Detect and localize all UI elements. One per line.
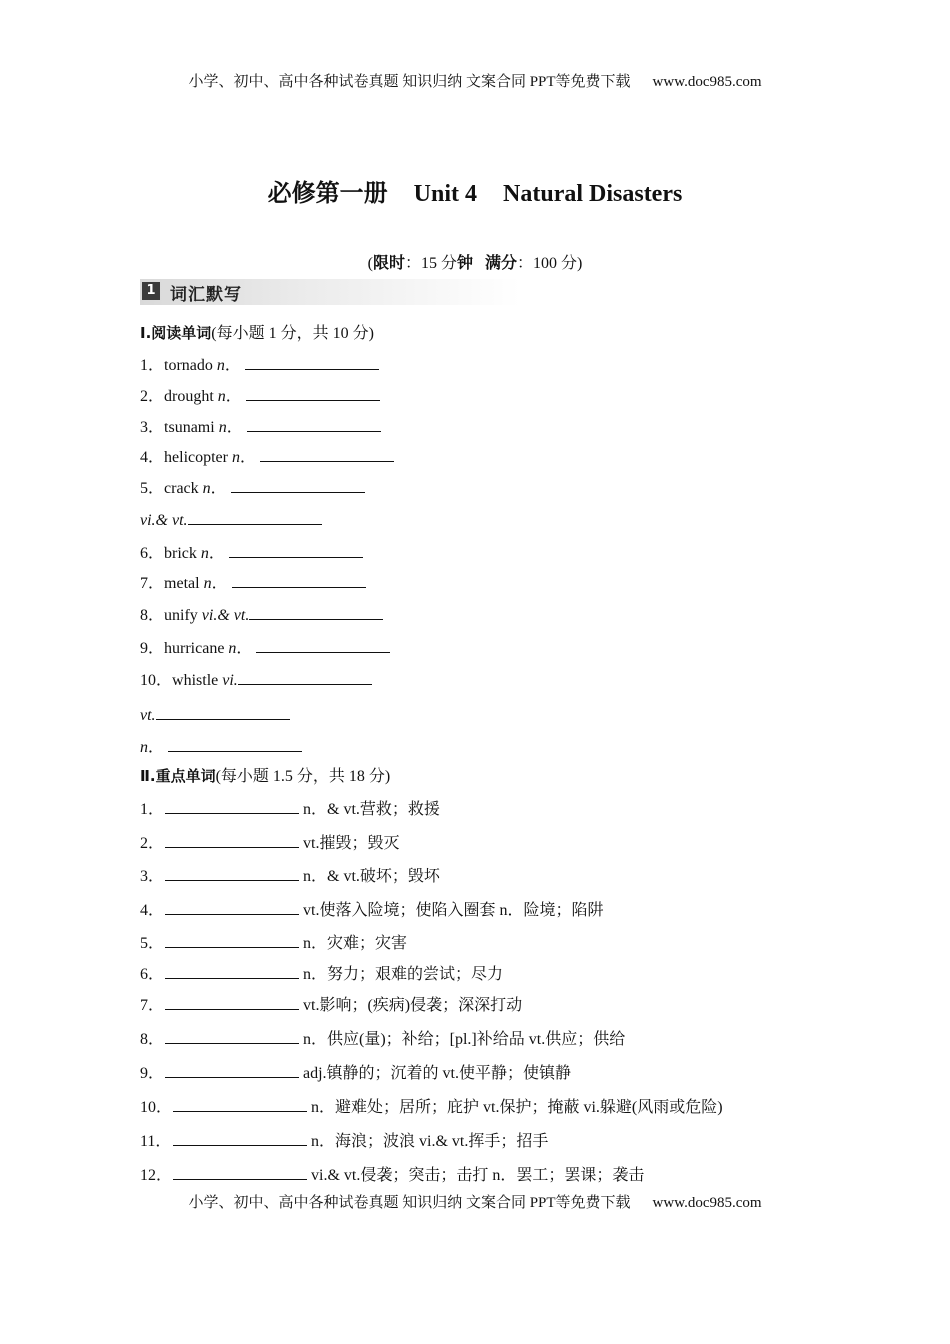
item-definition: n．& vt.营救；救援 — [303, 801, 440, 818]
time-value: ：15 分 — [404, 255, 457, 272]
item-pos: n — [231, 449, 240, 466]
part2-item — [140, 994, 522, 1016]
part1-item — [140, 446, 394, 468]
part1-item — [140, 354, 379, 376]
item-word: brick — [164, 545, 197, 562]
part1-item — [140, 669, 372, 691]
item-number: 7． — [140, 997, 165, 1014]
item-definition: n．海浪；波浪 vi.& vt.挥手；招手 — [311, 1133, 549, 1150]
item-sep: ． — [148, 739, 165, 756]
answer-blank[interactable] — [156, 704, 290, 720]
part1-item — [140, 572, 366, 594]
limit-open: ( — [367, 255, 373, 272]
item-sep: ． — [236, 640, 253, 657]
answer-blank[interactable] — [256, 637, 390, 653]
time-unit: 钟 — [456, 255, 473, 272]
part2-item — [140, 899, 603, 921]
item-number: 10． — [140, 1099, 173, 1116]
page-footer — [0, 1191, 950, 1212]
answer-blank[interactable] — [229, 542, 363, 558]
answer-blank[interactable] — [165, 798, 299, 814]
item-sep: ． — [225, 388, 242, 405]
part1-item — [140, 416, 381, 438]
item-pos: n — [218, 419, 227, 436]
item-word: crack — [164, 480, 199, 497]
part2-item — [140, 1028, 625, 1050]
item-word: whistle — [172, 672, 219, 689]
title-cn: 必修第一册 — [267, 181, 388, 207]
item-number: 7． — [140, 575, 165, 592]
item-definition: n．供应(量)；补给；[pl.]补给品 vt.供应；供给 — [303, 1031, 626, 1048]
answer-blank[interactable] — [165, 1028, 299, 1044]
part1-note: (每小题 1 分，共 10 分) — [211, 325, 374, 342]
item-definition: n．避难处；居所；庇护 vt.保护；掩蔽 vi.躲避(风雨或危险) — [311, 1099, 723, 1116]
section-title: 词汇默写 — [170, 285, 242, 305]
part2-heading — [140, 766, 390, 787]
item-pos: n — [216, 357, 225, 374]
section-badge-icon: 1 — [142, 282, 160, 300]
answer-blank[interactable] — [260, 446, 394, 462]
item-definition: n．灾难；灾害 — [303, 935, 408, 952]
time-label: 限时 — [372, 255, 405, 272]
item-word: unify — [164, 607, 198, 624]
item-number: 3． — [140, 419, 165, 436]
part1-item — [140, 385, 380, 407]
part2-item — [140, 832, 399, 854]
item-number: 1． — [140, 801, 165, 818]
header-site[interactable]: www.doc985.com — [652, 74, 762, 90]
item-word: metal — [164, 575, 200, 592]
score-value: ：100 分) — [517, 255, 583, 272]
part1-item — [140, 509, 322, 531]
part2-label: Ⅱ.重点单词 — [140, 767, 216, 785]
answer-blank[interactable] — [231, 477, 365, 493]
item-word: tornado — [164, 357, 213, 374]
item-number: 10． — [140, 672, 173, 689]
part2-note: (每小题 1.5 分，共 18 分) — [215, 768, 391, 785]
answer-blank[interactable] — [247, 416, 381, 432]
item-pos: n — [217, 388, 226, 405]
part1-item — [140, 477, 365, 499]
answer-blank[interactable] — [249, 604, 383, 620]
item-pos: vi.& vt. — [201, 607, 250, 624]
item-pos: vt. — [140, 707, 156, 724]
item-word: helicopter — [164, 449, 228, 466]
part1-item — [140, 704, 290, 726]
item-pos: n — [140, 739, 148, 756]
title-topic: Natural Disasters — [503, 181, 683, 207]
item-number: 9． — [140, 640, 165, 657]
item-number: 4． — [140, 902, 165, 919]
item-number: 12． — [140, 1167, 173, 1184]
item-sep: ． — [208, 545, 225, 562]
item-number: 9． — [140, 1065, 165, 1082]
answer-blank[interactable] — [173, 1130, 307, 1146]
item-word: drought — [164, 388, 214, 405]
answer-blank[interactable] — [165, 932, 299, 948]
item-sep: ． — [226, 419, 243, 436]
item-definition: vt.影响；(疾病)侵袭；深深打动 — [303, 997, 523, 1014]
item-definition: vt.摧毁；毁灭 — [303, 835, 400, 852]
item-number: 2． — [140, 835, 165, 852]
item-sep: ． — [224, 357, 241, 374]
part1-heading — [140, 323, 374, 344]
part2-item — [140, 865, 440, 887]
answer-blank[interactable] — [173, 1096, 307, 1112]
item-number: 4． — [140, 449, 165, 466]
part1-item — [140, 604, 383, 626]
item-number: 6． — [140, 966, 165, 983]
answer-blank[interactable] — [165, 994, 299, 1010]
part1-item — [140, 736, 302, 758]
part2-item — [140, 1130, 548, 1152]
answer-blank[interactable] — [238, 669, 372, 685]
answer-blank[interactable] — [165, 832, 299, 848]
score-label: 满分 — [485, 255, 518, 272]
answer-blank[interactable] — [232, 572, 366, 588]
item-sep: ． — [211, 575, 228, 592]
part2-item — [140, 798, 440, 820]
item-number: 6． — [140, 545, 165, 562]
item-definition: vi.& vt.侵袭；突击；击打 n．罢工；罢课；袭击 — [311, 1167, 645, 1184]
answer-blank[interactable] — [245, 354, 379, 370]
part2-item — [140, 963, 503, 985]
part2-item — [140, 1062, 571, 1084]
item-number: 3． — [140, 868, 165, 885]
title-unit: Unit 4 — [413, 181, 478, 207]
item-number: 1． — [140, 357, 165, 374]
part2-item — [140, 1096, 723, 1118]
part1-label: Ⅰ.阅读单词 — [140, 324, 212, 342]
item-number: 8． — [140, 1031, 165, 1048]
answer-blank[interactable] — [188, 509, 322, 525]
item-definition: vt.使落入险境；使陷入圈套 n．险境；陷阱 — [303, 902, 604, 919]
item-sep: ． — [239, 449, 256, 466]
header-text: 小学、初中、高中各种试卷真题 知识归纳 文案合同 PPT等免费下载 — [188, 74, 631, 90]
footer-text: 小学、初中、高中各种试卷真题 知识归纳 文案合同 PPT等免费下载 — [188, 1195, 631, 1211]
item-pos: n — [200, 545, 209, 562]
item-word: hurricane — [164, 640, 225, 657]
item-number: 5． — [140, 480, 165, 497]
item-definition: adj.镇静的；沉着的 vt.使平静；使镇静 — [303, 1065, 571, 1082]
item-sep: ． — [210, 480, 227, 497]
answer-blank[interactable] — [168, 736, 302, 752]
page-title — [0, 173, 950, 208]
item-pos: vi. — [222, 672, 238, 689]
item-number: 8． — [140, 607, 165, 624]
section-bar — [140, 279, 520, 305]
footer-site[interactable]: www.doc985.com — [652, 1195, 762, 1211]
time-score-limit — [0, 250, 950, 273]
item-number: 11． — [140, 1133, 172, 1150]
answer-blank[interactable] — [246, 385, 380, 401]
item-pos: n — [202, 480, 211, 497]
item-pos: vi.& vt. — [140, 512, 188, 529]
item-number: 5． — [140, 935, 165, 952]
answer-blank[interactable] — [165, 963, 299, 979]
part1-item — [140, 637, 390, 659]
answer-blank[interactable] — [165, 865, 299, 881]
part2-item — [140, 1164, 644, 1186]
part1-item — [140, 542, 363, 564]
item-definition: n．& vt.破坏；毁坏 — [303, 868, 440, 885]
item-pos: n — [228, 640, 237, 657]
item-definition: n．努力；艰难的尝试；尽力 — [303, 966, 504, 983]
answer-blank[interactable] — [165, 899, 299, 915]
part2-item — [140, 932, 407, 954]
page-header — [0, 70, 950, 91]
answer-blank[interactable] — [173, 1164, 307, 1180]
item-number: 2． — [140, 388, 165, 405]
item-pos: n — [203, 575, 212, 592]
answer-blank[interactable] — [165, 1062, 299, 1078]
item-word: tsunami — [164, 419, 215, 436]
